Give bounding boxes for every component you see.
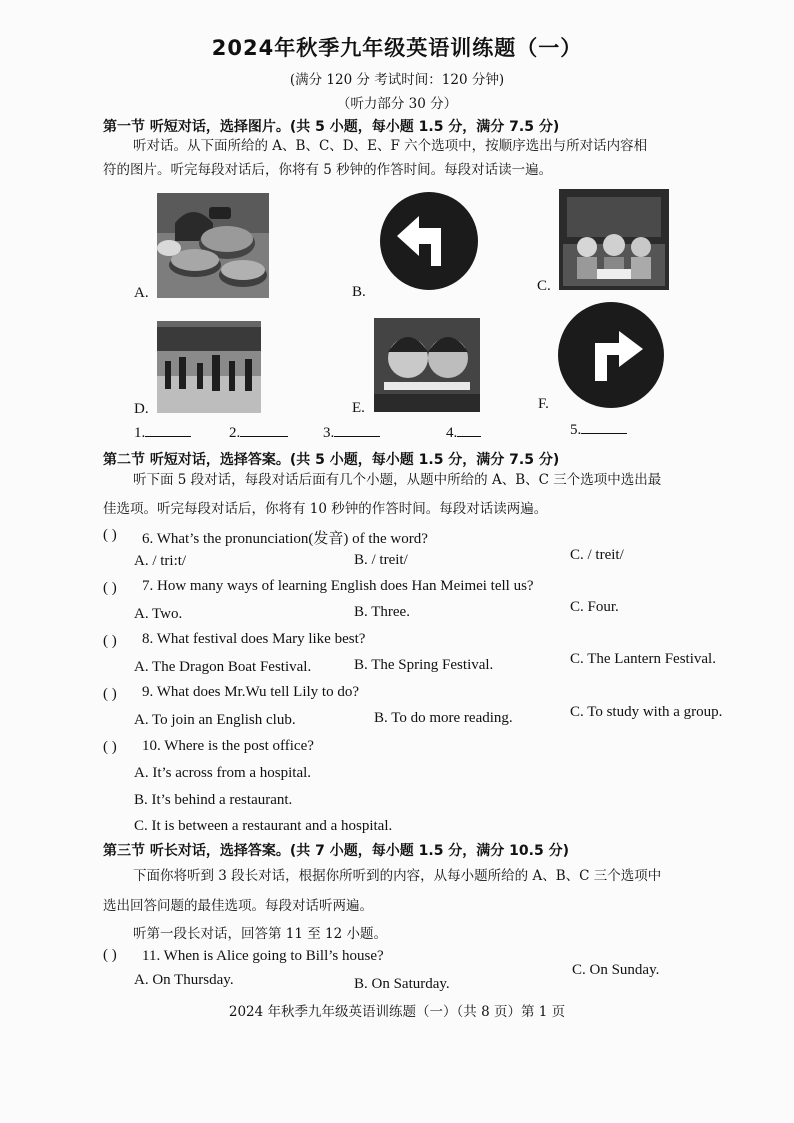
- answer-paren-10[interactable]: ( ): [103, 739, 117, 755]
- answer-paren-7[interactable]: ( ): [103, 580, 117, 596]
- blank-number: 4.: [446, 425, 458, 441]
- q10-option-b: B. It’s behind a restaurant.: [134, 792, 293, 808]
- picture-e-children-eating: [374, 318, 480, 412]
- q6-option-b: B. / treit/: [354, 552, 408, 568]
- section1-instruction-line1: 听对话。从下面所给的 A、B、C、D、E、F 六个选项中，按顺序选出与所对话内容相: [133, 138, 648, 154]
- answer-blank-1[interactable]: [134, 425, 191, 442]
- q7-option-a: A. Two.: [134, 606, 183, 622]
- blank-number: 1.: [134, 425, 146, 441]
- q11-option-a: A. On Thursday.: [134, 972, 234, 988]
- question-10: 10. Where is the post office?: [142, 738, 314, 754]
- picture-d-label: D.: [134, 401, 149, 417]
- answer-paren-8[interactable]: ( ): [103, 633, 117, 649]
- answer-blank-3[interactable]: [323, 425, 380, 442]
- picture-f-label: F.: [538, 396, 549, 412]
- q8-option-b: B. The Spring Festival.: [354, 657, 494, 673]
- section1-instruction-line2: 符的图片。听完每段对话后，你将有 5 秒钟的作答时间。每段对话读一遍。: [103, 162, 553, 178]
- section3-instruction-line1: 下面你将听到 3 段长对话，根据你所听到的内容，从每小题所给的 A、B、C 三个选项中: [133, 868, 662, 884]
- answer-paren-6[interactable]: ( ): [103, 527, 117, 543]
- picture-a-mooncakes: [157, 193, 269, 298]
- q7-option-b: B. Three.: [354, 604, 410, 620]
- picture-f-turn-right-sign: [557, 301, 665, 409]
- picture-b-label: B.: [352, 284, 366, 300]
- question-8: 8. What festival does Mary like best?: [142, 631, 366, 647]
- section3-heading: 第三节 听长对话，选择答案。(共 7 小题，每小题 1.5 分，满分 10.5 分): [103, 843, 569, 859]
- question-11: 11. When is Alice going to Bill’s house?: [142, 948, 384, 964]
- question-7: 7. How many ways of learning English does Han Meimei tell us?: [142, 578, 534, 594]
- section1-heading: 第一节 听短对话，选择图片。(共 5 小题，每小题 1.5 分，满分 7.5 分): [103, 119, 560, 135]
- picture-e-label: E.: [352, 400, 365, 416]
- picture-c-students: [559, 189, 669, 290]
- picture-c-label: C.: [537, 278, 551, 294]
- question-6: 6. What’s the pronunciation(发音) of the word?: [142, 531, 428, 547]
- section3-instruction-line3: 听第一段长对话，回答第 11 至 12 小题。: [133, 926, 388, 942]
- q6-option-c: C. / treit/: [570, 547, 624, 563]
- q10-option-c: C. It is between a restaurant and a hospital.: [134, 818, 393, 834]
- answer-paren-11[interactable]: ( ): [103, 947, 117, 963]
- section3-instruction-line2: 选出回答问题的最佳选项。每段对话听两遍。: [103, 898, 373, 914]
- exam-meta: (满分 120 分 考试时间：120 分钟): [289, 72, 505, 88]
- q9-option-a: A. To join an English club.: [134, 712, 296, 728]
- picture-d-street-crowd: [157, 321, 261, 413]
- q10-option-a: A. It’s across from a hospital.: [134, 765, 312, 781]
- q9-option-c: C. To study with a group.: [570, 704, 723, 720]
- page-title: 2024年秋季九年级英语训练题（一）: [211, 36, 583, 60]
- picture-b-turn-left-sign: [379, 191, 479, 291]
- answer-blank-2[interactable]: [229, 425, 288, 442]
- q6-option-a: A. / tri:t/: [134, 553, 187, 569]
- q11-option-c: C. On Sunday.: [572, 962, 660, 978]
- section2-instruction-line1: 听下面 5 段对话，每段对话后面有几个小题，从题中所给的 A、B、C 三个选项中选出最: [133, 472, 662, 488]
- q8-option-a: A. The Dragon Boat Festival.: [134, 659, 312, 675]
- answer-paren-9[interactable]: ( ): [103, 686, 117, 702]
- q8-option-c: C. The Lantern Festival.: [570, 651, 716, 667]
- picture-a-label: A.: [134, 285, 149, 301]
- blank-number: 3.: [323, 425, 335, 441]
- page-footer: 2024 年秋季九年级英语训练题（一）（共 8 页）第 1 页: [228, 1004, 566, 1020]
- section2-instruction-line2: 佳选项。听完每段对话后，你将有 10 秒钟的作答时间。每段对话读两遍。: [103, 501, 548, 517]
- blank-number: 2.: [229, 425, 241, 441]
- q9-option-b: B. To do more reading.: [374, 710, 513, 726]
- answer-blank-5[interactable]: [570, 422, 627, 439]
- listening-score: （听力部分 30 分）: [336, 96, 458, 112]
- blank-number: 5.: [570, 422, 582, 438]
- answer-blank-4[interactable]: [446, 425, 481, 442]
- section2-heading: 第二节 听短对话，选择答案。(共 5 小题，每小题 1.5 分，满分 7.5 分): [103, 452, 560, 468]
- question-9: 9. What does Mr.Wu tell Lily to do?: [142, 684, 360, 700]
- q7-option-c: C. Four.: [570, 599, 619, 615]
- q11-option-b: B. On Saturday.: [354, 976, 450, 992]
